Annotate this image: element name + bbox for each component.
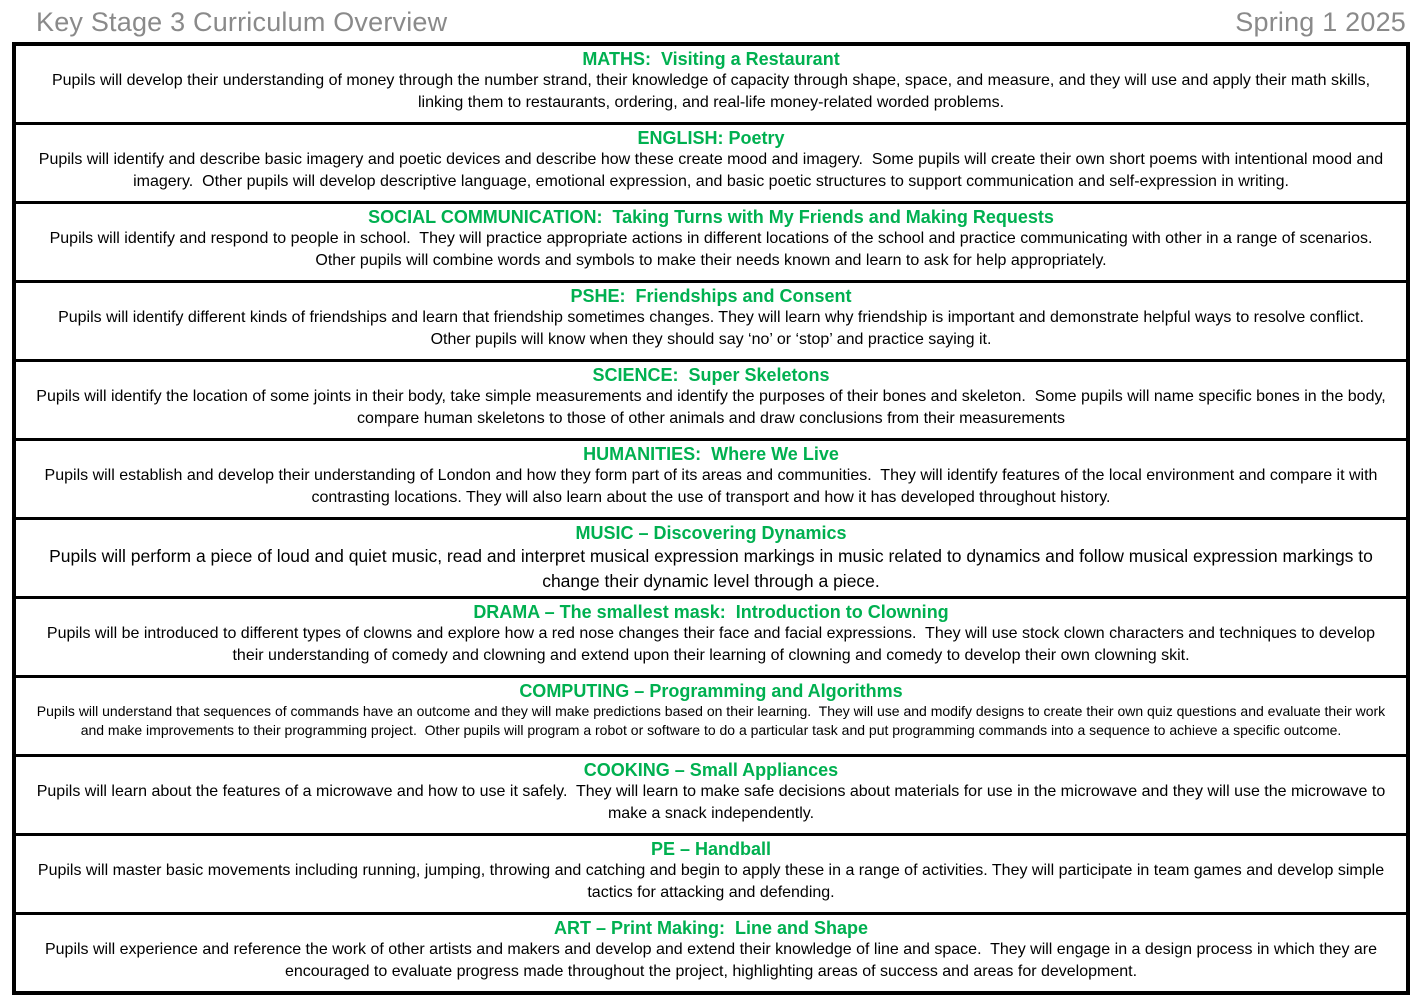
- page-header: [0, 0, 1422, 42]
- subject-row-pshe: [16, 280, 1406, 359]
- subject-row-cooking: [16, 754, 1406, 833]
- page-title: Key Stage 3 Curriculum Overview: [36, 7, 448, 37]
- subject-body-pe: Pupils will master basic movements including running, jumping, throwing and catching and begin to apply these in a range of activities. They will participate in team games and develop simple tactics for attacking and defending.: [37, 862, 1389, 901]
- term-label: Spring 1 2025: [1235, 7, 1406, 37]
- curriculum-table: [12, 42, 1410, 995]
- subject-row-english: [16, 122, 1406, 201]
- subject-heading-computing: COMPUTING – Programming and Algorithms: [519, 681, 903, 701]
- subject-row-pe: [16, 833, 1406, 912]
- subject-heading-pshe: PSHE: Friendships and Consent: [570, 286, 852, 306]
- subject-heading-pe: PE – Handball: [650, 839, 772, 859]
- subject-row-computing: [16, 675, 1406, 754]
- subject-body-drama: Pupils will be introduced to different types of clowns and explore how a red nose changes their face and facial expressions. They will use stock clown characters and techniques to develop their understanding of comedy and clowning and extend upon their learning of clowning and comedy to develop their own clowning skit.: [46, 625, 1380, 664]
- subject-heading-drama: DRAMA – The smallest mask: Introduction to Clowning: [473, 602, 949, 622]
- subject-body-cooking: Pupils will learn about the features of a microwave and how to use it safely. They will learn to make safe decisions about materials for use in the microwave and they will use the microwave to make a snack independently.: [36, 783, 1390, 822]
- subject-heading-cooking: COOKING – Small Appliances: [583, 760, 839, 780]
- subject-row-music: [16, 517, 1406, 596]
- subject-body-music: Pupils will perform a piece of loud and quiet music, read and interpret musical expression markings in music related to dynamics and follow musical expression markings to change their dynamic level through a piece.: [49, 546, 1378, 591]
- subject-body-science: Pupils will identify the location of some joints in their body, take simple measurements and identify the purposes of their bones and skeleton. Some pupils will name specific bones in the body, compare human skeletons to those of other animals and draw conclusions from their measurements: [36, 388, 1391, 427]
- subject-body-maths: Pupils will develop their understanding of money through the number strand, their knowledge of capacity through shape, space, and measure, and they will use and apply their math skills, linking them to restaurants, ordering, and real-life money-related worded problems.: [51, 72, 1375, 111]
- subject-body-humanities: Pupils will establish and develop their understanding of London and how they form part of its areas and communities. They will identify features of the local environment and compare it with contrasting locations. They will also learn about the use of transport and how it has developed throughout history.: [44, 467, 1382, 506]
- subject-heading-social-communication: SOCIAL COMMUNICATION: Taking Turns with My Friends and Making Requests: [368, 207, 1054, 227]
- subject-body-pshe: Pupils will identify different kinds of friendships and learn that friendship sometimes changes. They will learn why friendship is important and demonstrate helpful ways to resolve conflict. Other pupils will know when they should say ‘no’ or ‘stop’ and practice saying it.: [58, 309, 1373, 348]
- subject-heading-music: MUSIC – Discovering Dynamics: [575, 523, 847, 543]
- subject-body-social-communication: Pupils will identify and respond to people in school. They will practice appropriate actions in different locations of the school and practice communicating with other in a range of scenarios. Other pupils will combine words and symbols to make their needs known and learn to ask for help appropriately.: [49, 230, 1382, 269]
- subject-heading-maths: MATHS: Visiting a Restaurant: [582, 49, 840, 69]
- subject-heading-science: SCIENCE: Super Skeletons: [592, 365, 830, 385]
- subject-body-art: Pupils will experience and reference the work of other artists and makers and develop and extend their knowledge of line and space. They will engage in a design process in which they are encouraged to evaluate progress made throughout the project, highlighting areas of success and areas for development.: [44, 941, 1382, 980]
- subject-row-social-communication: [16, 201, 1406, 280]
- subject-heading-art: ART – Print Making: Line and Shape: [553, 918, 869, 938]
- subject-row-science: [16, 359, 1406, 438]
- subject-body-computing: Pupils will understand that sequences of commands have an outcome and they will make predictions based on their learning. They will use and modify designs to create their own quiz questions and evaluate their work and make improvements to their programming project. Other pupils will program a robot or software to do a particular task and put programming commands into a sequence to achieve a specific outcome.: [36, 703, 1390, 738]
- subject-row-humanities: [16, 438, 1406, 517]
- subject-row-maths: [16, 46, 1406, 122]
- subject-heading-humanities: HUMANITIES: Where We Live: [583, 444, 839, 464]
- subject-row-art: [16, 912, 1406, 991]
- subject-heading-english: ENGLISH: Poetry: [637, 128, 785, 148]
- subject-row-drama: [16, 596, 1406, 675]
- subject-body-english: Pupils will identify and describe basic imagery and poetic devices and describe how these create mood and imagery. Some pupils will create their own short poems with intentional mood and imagery. Other pupils will develop descriptive language, emotional expression, and basic poetic structures to support communication and self-expression in writing.: [38, 151, 1388, 190]
